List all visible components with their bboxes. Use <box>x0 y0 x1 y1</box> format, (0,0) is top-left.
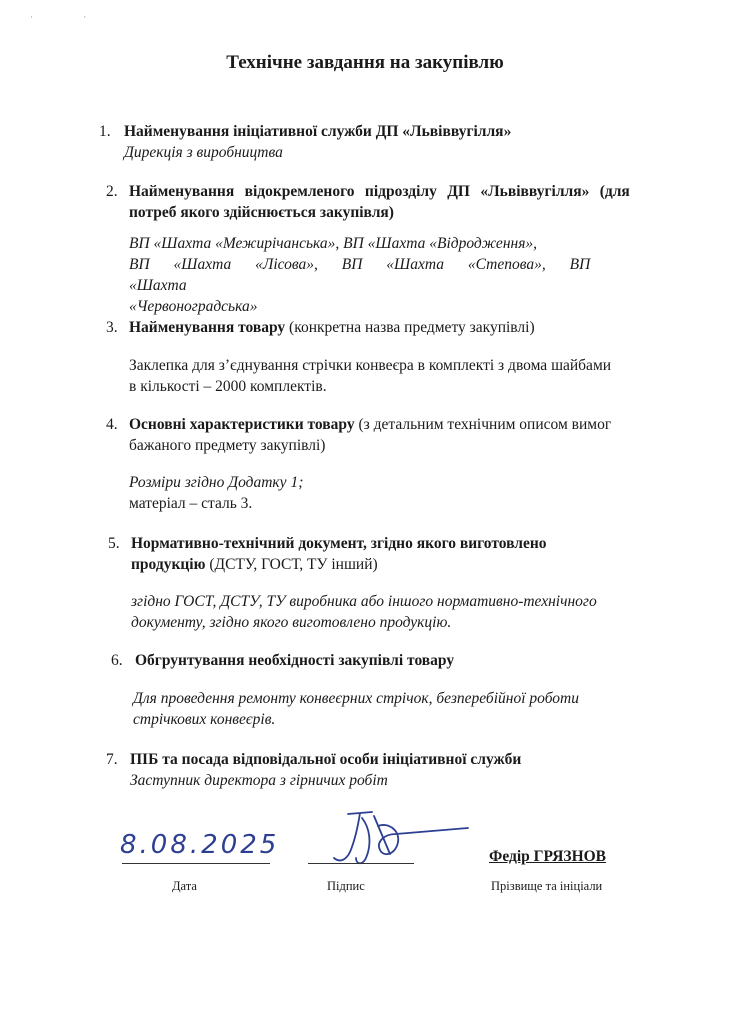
item-5 <box>131 533 661 575</box>
item-5-heading-note: (ДСТУ, ГОСТ, ТУ інший) <box>205 556 378 573</box>
item-5-value <box>131 591 661 633</box>
handwritten-date: 8.08.2025 <box>120 830 280 860</box>
signatory-name: Федір ГРЯЗНОВ <box>489 848 607 865</box>
item-2-value-line2: ВП «Шахта «Лісова», ВП «Шахта «Степова», ВП «Шахта <box>129 256 591 294</box>
item-2-number: 2. <box>106 183 118 200</box>
date-underline <box>122 863 270 864</box>
item-3-value-line1: Заклепка для з’єднування стрічки конвеєра в комплекті з двома шайбами <box>129 357 612 374</box>
item-6-number: 6. <box>111 652 123 669</box>
item-2 <box>129 181 661 223</box>
item-4 <box>129 414 669 456</box>
scan-specks: · · <box>30 12 111 22</box>
item-5-heading-line1: Нормативно-технічний документ, згідно якого виготовлено <box>131 535 547 552</box>
item-7-value: Заступник директора з гірничих робіт <box>130 772 388 789</box>
item-3-heading-note: (конкретна назва предмету закупівлі) <box>285 319 535 336</box>
item-3-value <box>129 355 669 397</box>
handwritten-signature <box>300 808 475 879</box>
item-2-value <box>129 233 661 317</box>
item-6-heading: Обгрунтування необхідності закупівлі товару <box>135 652 455 669</box>
name-caption: Прізвище та ініціали <box>491 879 603 893</box>
item-4-heading-note-line2: бажаного предмету закупівлі) <box>129 437 326 454</box>
item-4-value <box>129 472 669 514</box>
item-7-number: 7. <box>106 751 118 768</box>
item-4-value-line1: Розміри згідно Додатку 1; <box>129 474 304 491</box>
item-4-heading: Основні характеристики товару <box>129 416 355 433</box>
item-3-number: 3. <box>106 319 118 336</box>
item-3-heading: Найменування товару <box>129 319 286 336</box>
item-3 <box>129 317 669 338</box>
item-4-heading-note-line1: (з детальним технічним описом вимог <box>354 416 612 433</box>
item-2-heading-line1: Найменування відокремленого підрозділу ДП «Львіввугілля» (для <box>129 183 630 200</box>
item-6-value-line2: стрічкових конвеєрів. <box>133 711 276 728</box>
item-4-number: 4. <box>106 416 118 433</box>
item-2-value-line1: ВП «Шахта «Межирічанська», ВП «Шахта «Відродження», <box>129 235 538 252</box>
item-6-value-line1: Для проведення ремонту конвеєрних стрічок, безперебійної роботи <box>133 690 579 707</box>
item-1-value: Дирекція з виробництва <box>124 144 283 161</box>
item-3-value-line2: в кількості – 2000 комплектів. <box>129 378 327 395</box>
item-1-number: 1. <box>99 123 111 140</box>
item-7-heading: ПІБ та посада відповідальної особи ініціативної служби <box>130 751 522 768</box>
item-2-value-line3: «Червоноградська» <box>129 298 258 315</box>
item-1-heading: Найменування ініціативної служби ДП «Львіввугілля» <box>124 123 512 140</box>
signature-line <box>308 863 414 864</box>
item-6 <box>135 650 665 671</box>
item-1 <box>124 121 644 163</box>
item-7 <box>130 749 660 791</box>
item-5-heading-line2: продукцію <box>131 556 206 573</box>
date-caption: Дата <box>172 879 197 893</box>
item-5-value-line1: згідно ГОСТ, ДСТУ, ТУ виробника або іншого нормативно-технічного <box>131 593 597 610</box>
document-title: Технічне завдання на закупівлю <box>226 52 504 73</box>
signature-caption: Підпис <box>327 879 365 893</box>
item-5-number: 5. <box>108 535 120 552</box>
item-4-value-line2: матеріал – сталь 3. <box>129 495 253 512</box>
item-5-value-line2: документу, згідно якого виготовлено продукцію. <box>131 614 452 631</box>
item-6-value <box>133 688 663 730</box>
item-2-heading-line2: потреб якого здійснюється закупівля) <box>129 204 394 221</box>
